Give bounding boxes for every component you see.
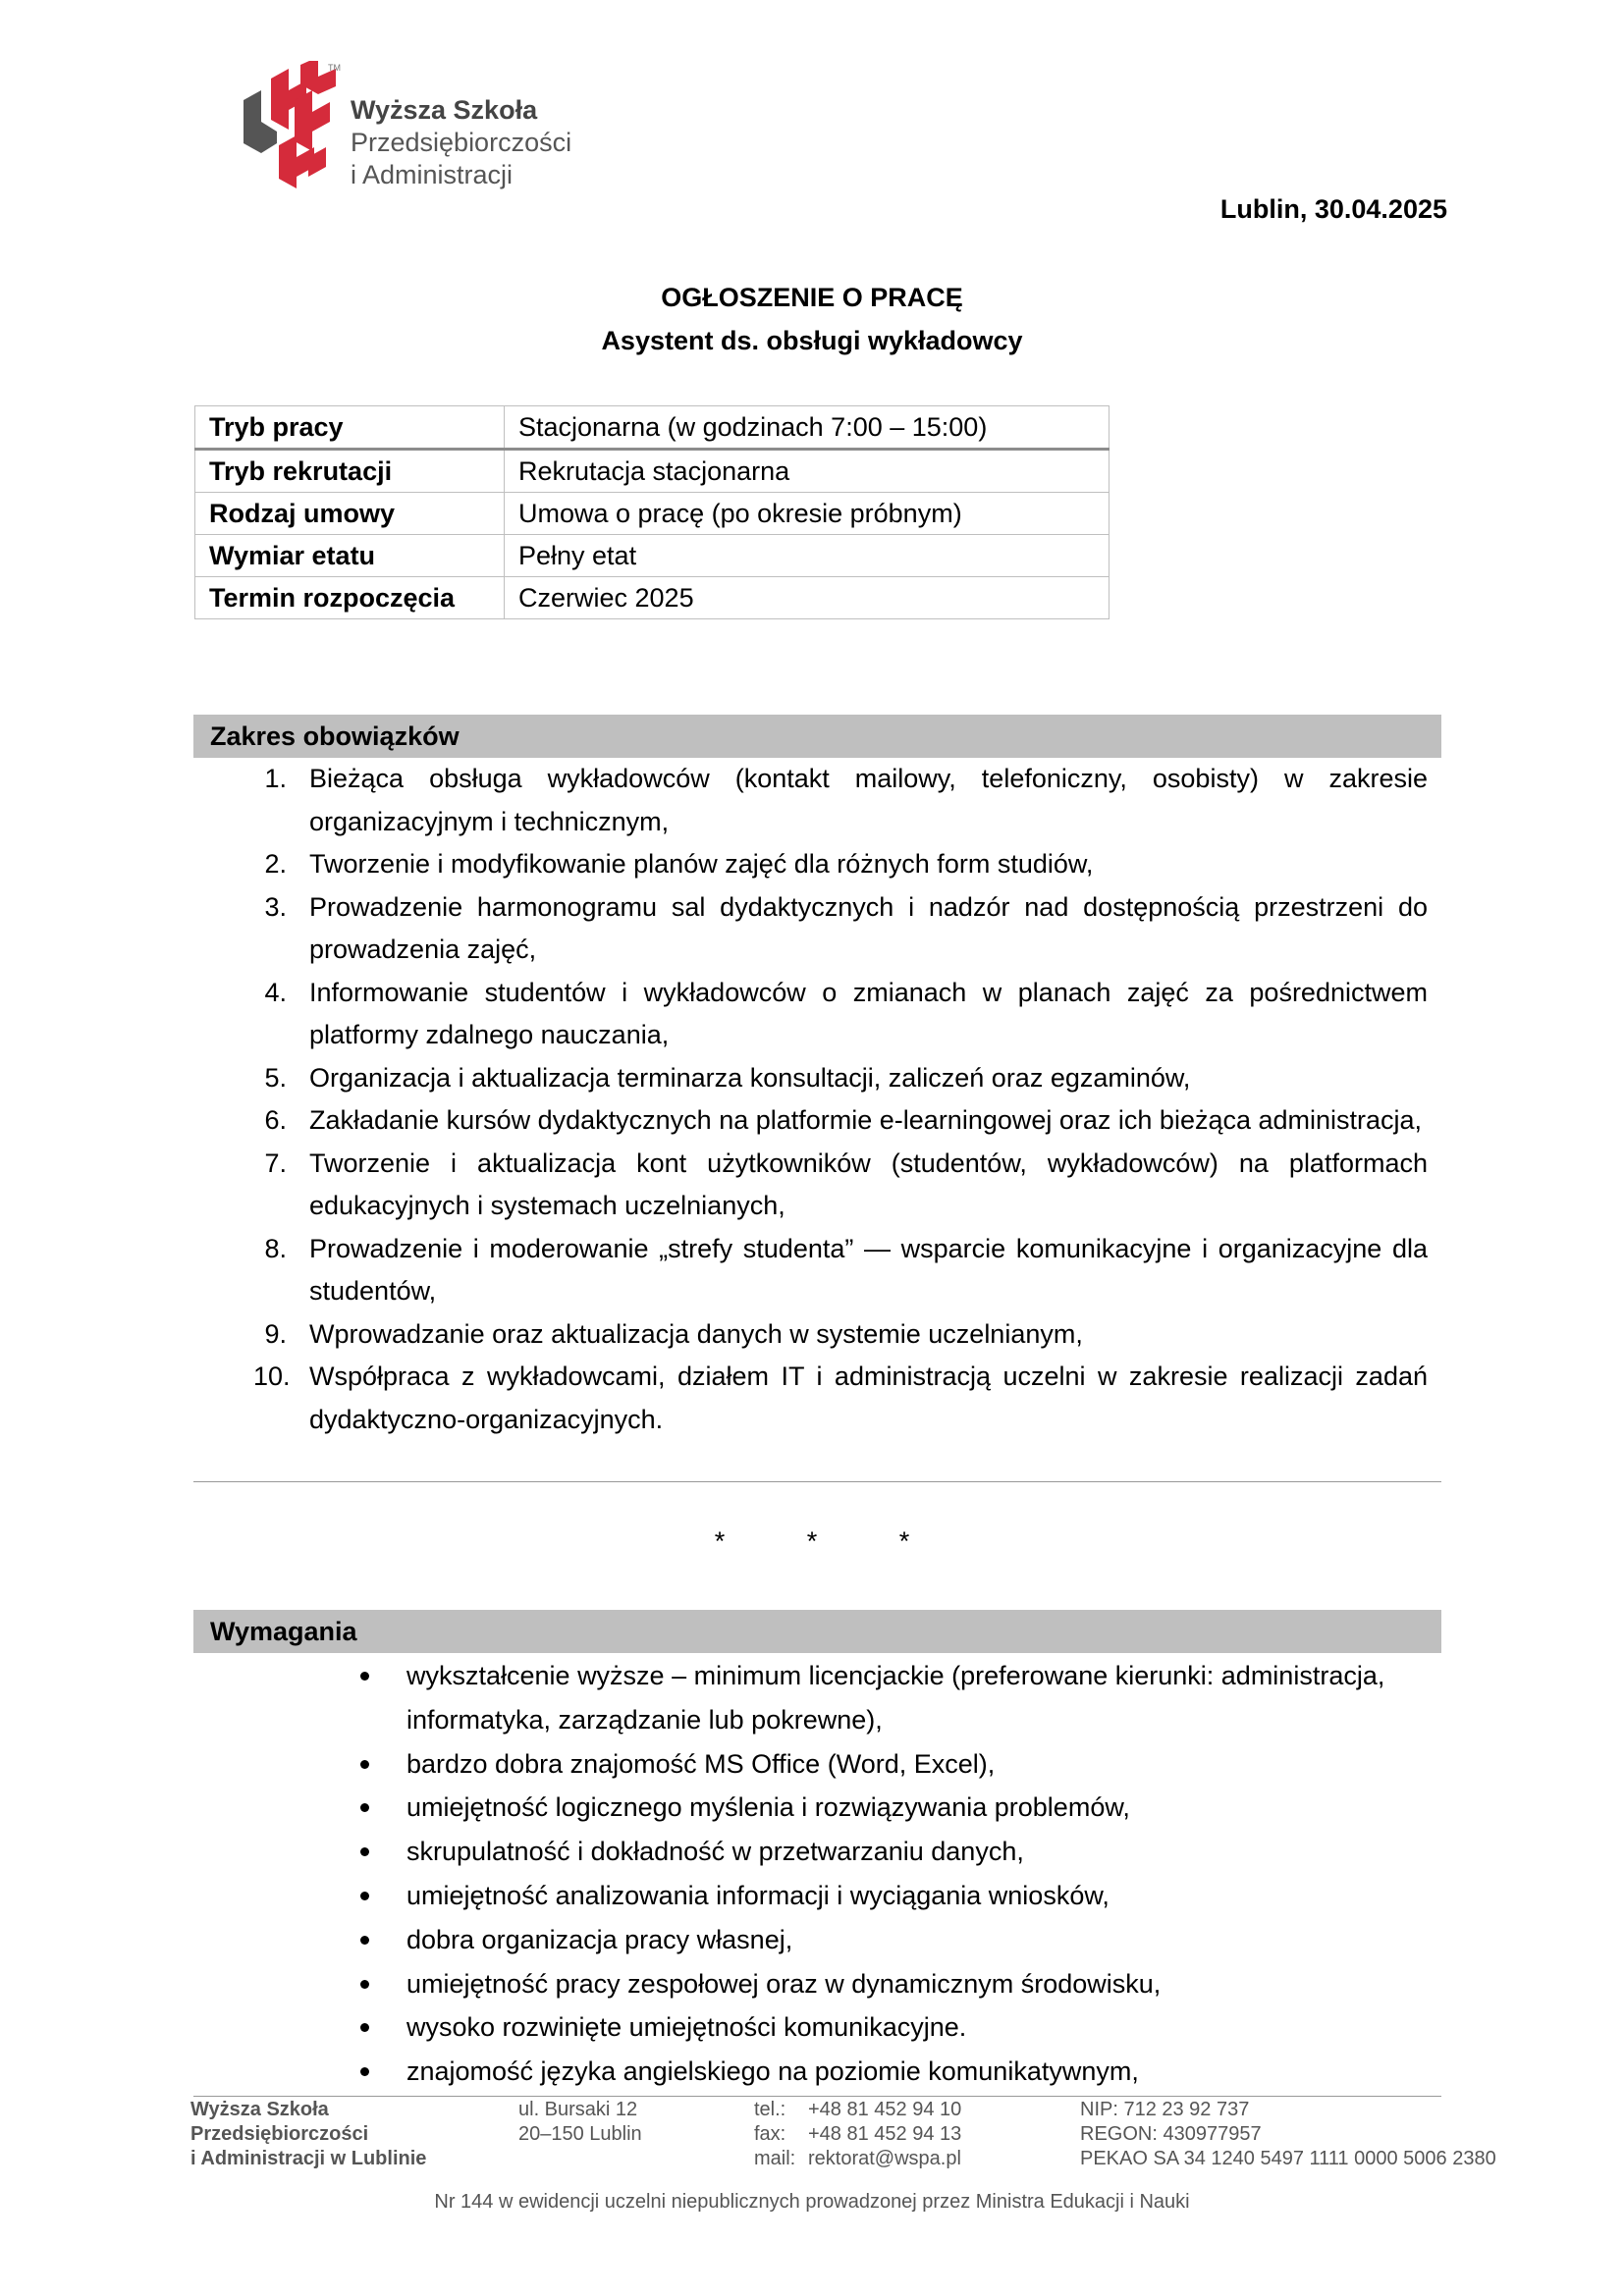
mail-value: rektorat@wspa.pl — [808, 2148, 961, 2169]
row-value: Rekrutacja stacjonarna — [505, 450, 1110, 493]
item-text: bardzo dobra znajomość MS Office (Word, Excel), — [406, 1748, 996, 1779]
row-value: Umowa o pracę (po okresie próbnym) — [505, 493, 1110, 535]
list-item — [253, 1356, 1428, 1441]
bullet-icon — [360, 1936, 369, 1945]
item-text: umiejętność pracy zespołowej oraz w dynamicznym środowisku, — [406, 1968, 1162, 1999]
bullet-icon — [360, 1847, 369, 1856]
footer-nip: NIP: 712 23 92 737 — [1080, 2099, 1250, 2120]
institution-logo — [238, 61, 571, 198]
bullet-icon — [360, 2023, 369, 2032]
list-item — [253, 1143, 1428, 1228]
row-key: Termin rozpoczęcia — [195, 577, 505, 619]
item-number: 10. — [253, 1362, 291, 1391]
footer-registration — [1080, 2098, 1496, 2171]
list-item — [253, 1099, 1428, 1143]
tel-value: +48 81 452 94 10 — [808, 2099, 962, 2120]
item-number: 5. — [264, 1062, 287, 1093]
list-item — [253, 758, 1428, 843]
item-text: Organizacja i aktualizacja terminarza konsultacji, zaliczeń oraz egzaminów, — [309, 1062, 1191, 1093]
item-text: umiejętność logicznego myślenia i rozwiązywania problemów, — [406, 1792, 1130, 1823]
list-item — [353, 1786, 1434, 1830]
requirements-list — [353, 1654, 1434, 2094]
job-info-table — [194, 405, 1110, 619]
duties-heading: Zakres obowiązków — [193, 715, 1441, 758]
footer-institution — [190, 2098, 426, 2171]
fax-value: +48 81 452 94 13 — [808, 2123, 962, 2145]
wspa-logo-mark-icon — [238, 61, 346, 192]
list-item — [353, 1918, 1434, 1962]
item-text: Informowanie studentów i wykładowców o zmianach w planach zajęć za pośrednictwem platformy zdalnego nauczania, — [309, 977, 1428, 1049]
job-position-title: Asystent ds. obsługi wykładowcy — [601, 326, 1023, 355]
section-divider — [193, 1481, 1441, 1482]
list-item — [253, 972, 1428, 1057]
footer-city: 20–150 Lublin — [518, 2123, 642, 2145]
footer-registry-note: Nr 144 w ewidencji uczelni niepublicznych prowadzonej przez Ministra Edukacji i Nauki — [434, 2191, 1190, 2213]
row-value: Czerwiec 2025 — [505, 577, 1110, 619]
item-text: Zakładanie kursów dydaktycznych na platformie e-learningowej oraz ich bieżąca administracja, — [309, 1105, 1423, 1135]
item-number: 6. — [264, 1105, 287, 1135]
logo-line-1: Wyższa Szkoła — [351, 95, 538, 125]
item-text: dobra organizacja pracy własnej, — [406, 1924, 793, 1954]
footer-bank-account: PEKAO SA 34 1240 5497 1111 0000 5006 2380 — [1080, 2148, 1496, 2169]
item-text: znajomość języka angielskiego na poziomie komunikatywnym, — [406, 2056, 1139, 2087]
footer-name-line-1: Wyższa Szkoła — [190, 2099, 329, 2120]
row-key: Tryb pracy — [195, 406, 505, 450]
list-item — [353, 1654, 1434, 1742]
section-separator: * * * — [714, 1526, 910, 1556]
footer-contact — [754, 2098, 961, 2171]
logo-line-2: Przedsiębiorczości — [351, 128, 572, 157]
list-item — [253, 843, 1428, 886]
item-text: skrupulatność i dokładność w przetwarzaniu danych, — [406, 1837, 1024, 1867]
tel-label: tel.: — [754, 2099, 786, 2120]
list-item — [353, 1830, 1434, 1874]
item-number: 3. — [264, 891, 287, 922]
row-key: Rodzaj umowy — [195, 493, 505, 535]
list-item — [353, 1874, 1434, 1918]
list-item — [253, 1228, 1428, 1313]
duties-list — [253, 758, 1428, 1441]
table-row — [195, 493, 1110, 535]
row-key: Tryb rekrutacji — [195, 450, 505, 493]
bullet-icon — [360, 1803, 369, 1812]
requirements-heading: Wymagania — [193, 1610, 1441, 1653]
svg-text:TM: TM — [328, 63, 341, 73]
row-key: Wymiar etatu — [195, 535, 505, 577]
bullet-icon — [360, 1672, 369, 1681]
document-date: Lublin, 30.04.2025 — [1219, 194, 1447, 224]
item-text: Bieżąca obsługa wykładowców (kontakt mailowy, telefoniczny, osobisty) w zakresie organizacyjnym i technicznym, — [309, 764, 1428, 836]
footer-regon: REGON: 430977957 — [1080, 2123, 1262, 2145]
list-item — [253, 886, 1428, 972]
bullet-icon — [360, 1760, 369, 1769]
mail-label: mail: — [754, 2148, 796, 2169]
item-text: Wprowadzanie oraz aktualizacja danych w systemie uczelnianym, — [309, 1318, 1083, 1349]
item-text: Prowadzenie i moderowanie „strefy studenta” — wsparcie komunikacyjne i organizacyjne dla studentów, — [309, 1233, 1428, 1306]
item-number: 4. — [264, 977, 287, 1007]
list-item — [253, 1057, 1428, 1100]
bullet-icon — [360, 2067, 369, 2076]
item-text: Współpraca z wykładowcami, działem IT i administracją uczelni w zakresie realizacji zadań dydaktyczno-organizacyjnych. — [309, 1362, 1428, 1434]
list-item — [353, 2050, 1434, 2094]
footer-address — [518, 2098, 642, 2147]
table-row — [195, 450, 1110, 493]
table-row — [195, 406, 1110, 450]
row-value: Pełny etat — [505, 535, 1110, 577]
list-item — [353, 2005, 1434, 2050]
item-text: Prowadzenie harmonogramu sal dydaktycznych i nadzór nad dostępnością przestrzeni do prowadzenia zajęć, — [309, 891, 1428, 964]
logo-wordmark — [351, 94, 571, 191]
bullet-icon — [360, 1980, 369, 1989]
item-number: 2. — [264, 849, 287, 879]
item-text: wysoko rozwinięte umiejętności komunikacyjne. — [406, 2012, 967, 2043]
footer-street: ul. Bursaki 12 — [518, 2099, 638, 2120]
item-text: Tworzenie i aktualizacja kont użytkowników (studentów, wykładowców) na platformach edukacyjnych i systemach uczelnianych, — [309, 1148, 1428, 1220]
item-number: 1. — [264, 764, 287, 793]
list-item — [353, 1742, 1434, 1787]
fax-label: fax: — [754, 2123, 786, 2145]
table-row — [195, 535, 1110, 577]
item-number: 7. — [264, 1148, 287, 1178]
item-text: umiejętność analizowania informacji i wyciągania wniosków, — [406, 1880, 1110, 1910]
item-number: 9. — [264, 1318, 287, 1349]
table-row — [195, 577, 1110, 619]
footer-name-line-2: Przedsiębiorczości — [190, 2123, 369, 2145]
list-item — [253, 1313, 1428, 1357]
footer-name-line-3: i Administracji w Lublinie — [190, 2148, 427, 2169]
document-title: OGŁOSZENIE O PRACĘ — [661, 283, 963, 312]
bullet-icon — [360, 1892, 369, 1900]
footer-divider — [193, 2096, 1441, 2097]
item-text: wykształcenie wyższe – minimum licencjackie (preferowane kierunki: administracja, informatyka, zarządzanie lub pokrewne), — [406, 1661, 1385, 1735]
list-item — [353, 1962, 1434, 2006]
logo-line-3: i Administracji — [351, 160, 514, 189]
item-number: 8. — [264, 1233, 287, 1263]
row-value: Stacjonarna (w godzinach 7:00 – 15:00) — [505, 406, 1110, 450]
item-text: Tworzenie i modyfikowanie planów zajęć dla różnych form studiów, — [309, 849, 1094, 879]
